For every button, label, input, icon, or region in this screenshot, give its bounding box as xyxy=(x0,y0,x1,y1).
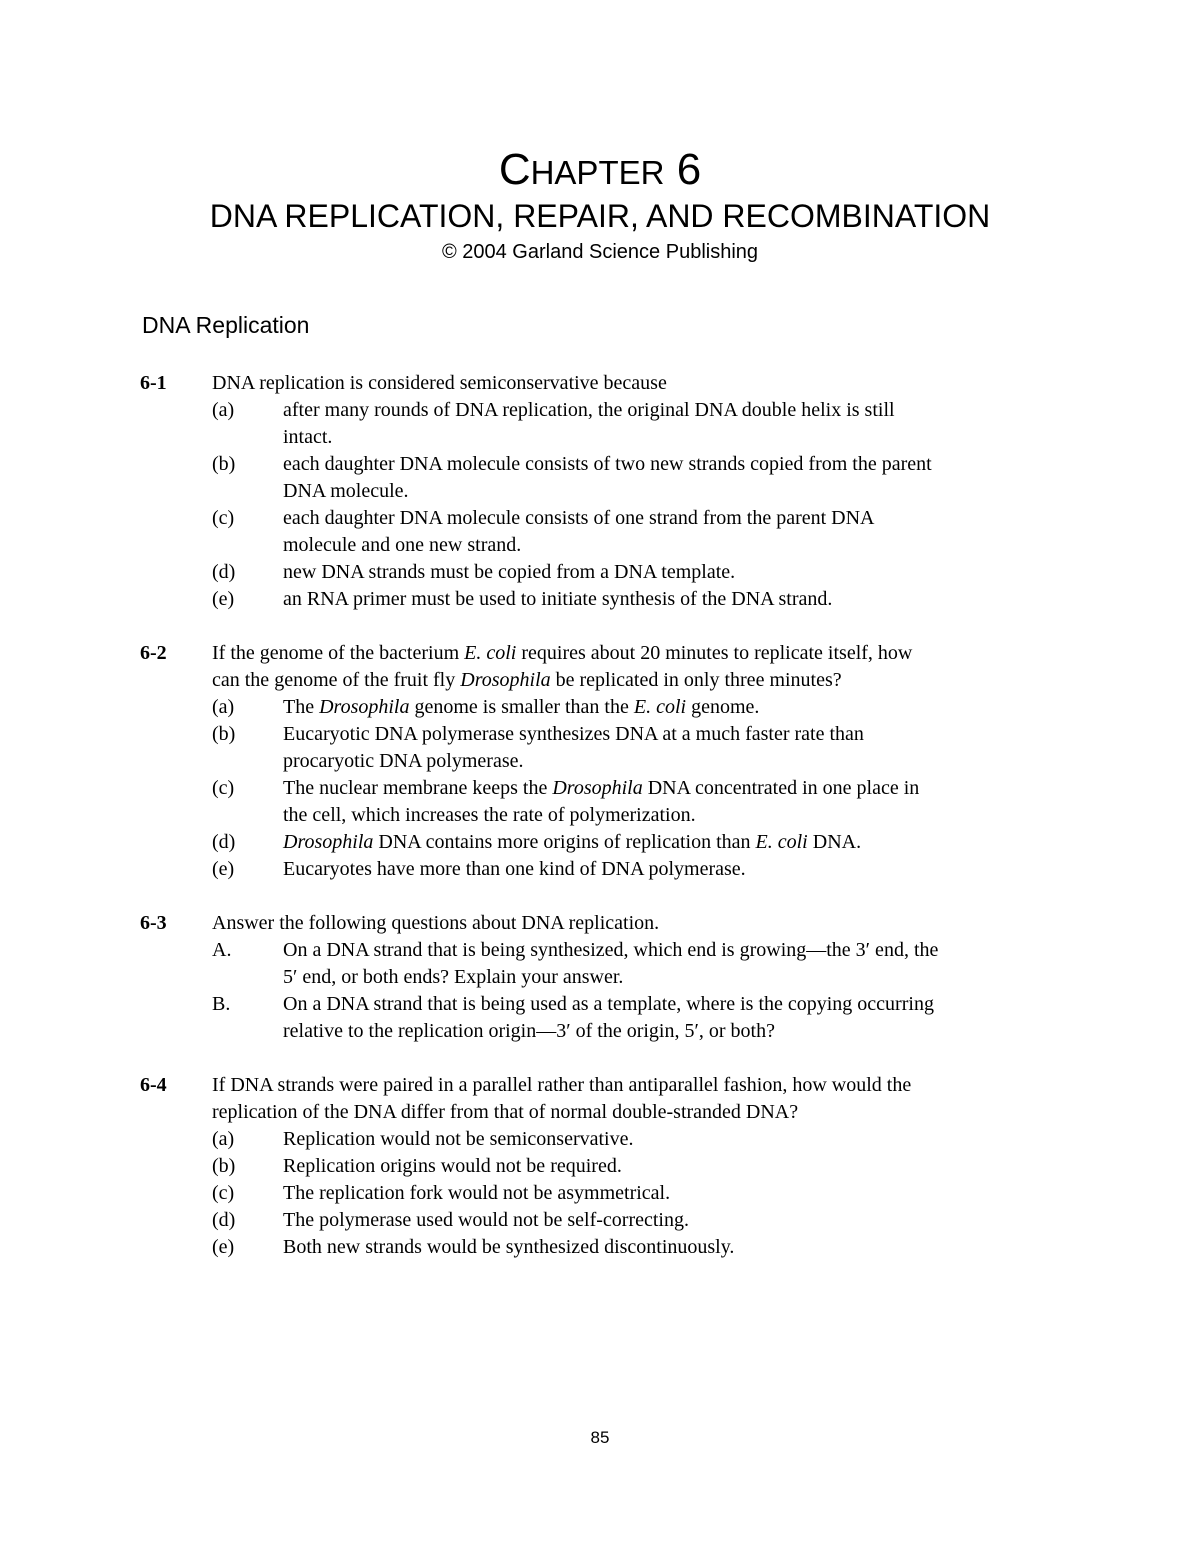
question-6-1 xyxy=(0,370,1200,613)
chapter-title: DNA REPLICATION, REPAIR, AND RECOMBINATION xyxy=(209,198,991,234)
option-label: (a) xyxy=(212,399,235,421)
option-text-line: The polymerase used would not be self-correcting. xyxy=(283,1209,689,1231)
option-text-line: 5′ end, or both ends? Explain your answer. xyxy=(283,966,624,988)
species-name: E. coli xyxy=(464,642,517,664)
answer-option xyxy=(0,829,1073,856)
answer-option xyxy=(0,1234,1073,1261)
option-text-line: The replication fork would not be asymmetrical. xyxy=(283,1182,671,1204)
answer-option xyxy=(0,1180,1073,1207)
answer-option xyxy=(0,1153,1073,1180)
option-text-line: Replication origins would not be required. xyxy=(283,1155,622,1177)
question-stem xyxy=(0,640,1072,694)
option-text-line: procaryotic DNA polymerase. xyxy=(283,750,524,772)
option-label: (c) xyxy=(212,507,235,529)
species-name: Drosophila xyxy=(460,669,551,691)
sub-question xyxy=(0,937,1073,991)
option-label: (c) xyxy=(212,777,235,799)
question-list xyxy=(0,370,1200,1288)
chapter-word-rest: HAPTER xyxy=(530,154,665,191)
option-label: (a) xyxy=(212,1128,235,1150)
stem-line: DNA replication is considered semiconservative because xyxy=(212,372,667,394)
page-number: 85 xyxy=(590,1428,610,1447)
stem-line: replication of the DNA differ from that of normal double-stranded DNA? xyxy=(212,1101,799,1123)
option-text-line: molecule and one new strand. xyxy=(283,534,522,556)
sub-question xyxy=(0,991,1073,1045)
question-number: 6-2 xyxy=(140,642,167,664)
answer-option xyxy=(0,1126,1073,1153)
section-heading: DNA Replication xyxy=(142,312,310,338)
chapter-heading xyxy=(0,142,1200,201)
option-text-line: new DNA strands must be copied from a DNA template. xyxy=(283,561,736,583)
option-label: B. xyxy=(212,993,231,1015)
question-6-4 xyxy=(0,1072,1200,1261)
answer-option xyxy=(0,586,1073,613)
answer-option xyxy=(0,721,1073,775)
species-name: E. coli xyxy=(633,696,687,718)
option-label: A. xyxy=(212,939,232,961)
question-6-2 xyxy=(0,640,1200,883)
species-name: Drosophila xyxy=(319,696,410,718)
option-label: (d) xyxy=(212,831,236,853)
option-text-line: Drosophila DNA contains more origins of replication than E. coli DNA. xyxy=(283,831,862,853)
answer-option xyxy=(0,775,1073,829)
option-text-line: Eucaryotic DNA polymerase synthesizes DNA at a much faster rate than xyxy=(283,723,864,745)
answer-option xyxy=(0,694,1073,721)
question-number: 6-3 xyxy=(140,912,167,934)
option-text-line: each daughter DNA molecule consists of one strand from the parent DNA xyxy=(283,507,875,529)
species-name: Drosophila xyxy=(283,831,374,853)
species-name: E. coli xyxy=(755,831,808,853)
answer-option xyxy=(0,856,1073,883)
option-text-line: On a DNA strand that is being used as a template, where is the copying occurring xyxy=(283,993,934,1015)
stem-line: Answer the following questions about DNA replication. xyxy=(212,912,660,934)
answer-option xyxy=(0,451,1073,505)
option-label: (d) xyxy=(212,561,236,583)
option-label: (e) xyxy=(212,588,235,610)
option-label: (d) xyxy=(212,1209,236,1231)
option-label: (c) xyxy=(212,1182,235,1204)
option-text-line: after many rounds of DNA replication, the original DNA double helix is still xyxy=(283,399,895,421)
option-text-line: relative to the replication origin—3′ of the origin, 5′, or both? xyxy=(283,1020,775,1042)
species-name: Drosophila xyxy=(552,777,643,799)
option-label: (e) xyxy=(212,858,235,880)
stem-line: If DNA strands were paired in a parallel rather than antiparallel fashion, how would the xyxy=(212,1074,912,1096)
answer-option xyxy=(0,397,1073,451)
question-number: 6-1 xyxy=(140,372,167,394)
option-label: (e) xyxy=(212,1236,235,1258)
option-label: (b) xyxy=(212,1155,236,1177)
chapter-word-initial: C xyxy=(498,145,531,194)
chapter-number: 6 xyxy=(676,145,702,194)
option-label: (a) xyxy=(212,696,235,718)
option-text-line: The nuclear membrane keeps the Drosophila DNA concentrated in one place in xyxy=(283,777,920,799)
question-stem xyxy=(0,370,1072,397)
option-text-line: DNA molecule. xyxy=(283,480,409,502)
copyright-line: © 2004 Garland Science Publishing xyxy=(441,241,759,263)
answer-option xyxy=(0,505,1073,559)
question-6-3 xyxy=(0,910,1200,1045)
option-text-line: an RNA primer must be used to initiate synthesis of the DNA strand. xyxy=(283,588,833,610)
option-text-line: intact. xyxy=(283,426,333,448)
option-label: (b) xyxy=(212,723,236,745)
option-text-line: each daughter DNA molecule consists of two new strands copied from the parent xyxy=(283,453,932,475)
option-text-line: the cell, which increases the rate of polymerization. xyxy=(283,804,696,826)
question-stem xyxy=(0,1072,1072,1126)
stem-line: If the genome of the bacterium E. coli requires about 20 minutes to replicate itself, how xyxy=(212,642,913,664)
option-text-line: The Drosophila genome is smaller than the E. coli genome. xyxy=(283,696,760,718)
stem-line: can the genome of the fruit fly Drosophila be replicated in only three minutes? xyxy=(212,669,842,691)
option-label: (b) xyxy=(212,453,236,475)
question-number: 6-4 xyxy=(140,1074,167,1096)
option-text-line: Replication would not be semiconservative. xyxy=(283,1128,634,1150)
option-text-line: Eucaryotes have more than one kind of DNA polymerase. xyxy=(283,858,746,880)
answer-option xyxy=(0,559,1073,586)
option-text-line: On a DNA strand that is being synthesized, which end is growing—the 3′ end, the xyxy=(283,939,939,961)
option-text-line: Both new strands would be synthesized discontinuously. xyxy=(283,1236,735,1258)
answer-option xyxy=(0,1207,1073,1234)
question-stem xyxy=(0,910,1072,937)
